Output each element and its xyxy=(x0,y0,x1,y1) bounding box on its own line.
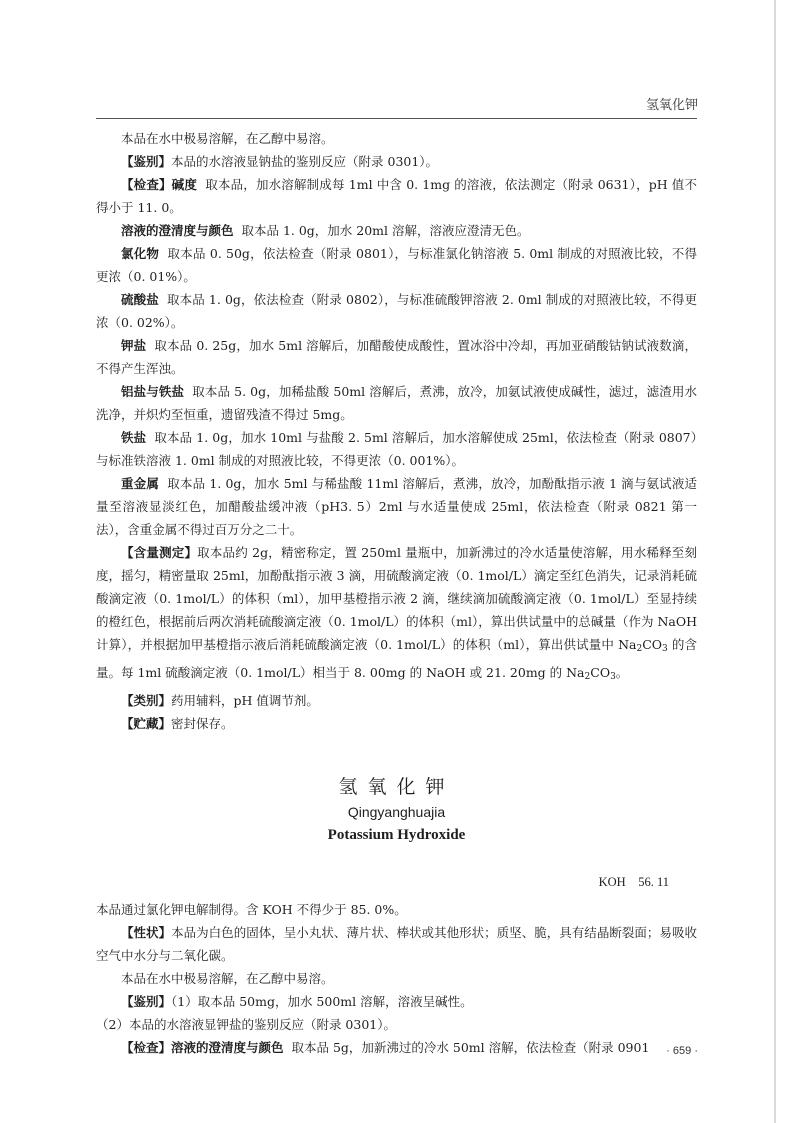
prev-sulfate: 硫酸盐 取本品 1. 0g，依法检查（附录 0802），与标准硫酸钾溶液 2. 0ml 制成的对照液比较，不得更浓（0. 02%）。 xyxy=(96,292,697,330)
monograph-intro: 本品通过氯化钾电解制得。含 KOH 不得少于 85. 0%。 xyxy=(96,902,407,917)
header-rule xyxy=(96,118,697,119)
monograph-properties: 【性状】本品为白色的固体，呈小丸状、薄片状、棒状或其他形状；质坚、脆，具有结晶断裂面；易吸收空气中水分与二氧化碳。 xyxy=(96,925,697,963)
prev-aluminum-iron: 铝盐与铁盐 取本品 5. 0g，加稀盐酸 50ml 溶解后，煮沸，放冷，加氨试液使成碱性，滤过，滤渣用水洗净，并炽灼至恒重，遗留残渣不得过 5mg。 xyxy=(96,384,697,422)
test-term: 铁盐 xyxy=(121,430,147,445)
test-term: 重金属 xyxy=(121,476,159,491)
monograph-identification-2: （2）本品的水溶液显钾盐的鉴别反应（附录 0301）。 xyxy=(96,1017,396,1032)
section-label: 【贮藏】 xyxy=(121,716,172,731)
prev-clarity: 溶液的澄清度与颜色 取本品 1. 0g，加水 20ml 溶解，溶液应澄清无色。 xyxy=(121,223,530,238)
test-term: 氯化物 xyxy=(121,246,160,261)
prev-heavy-metal: 重金属 取本品 1. 0g，加水 5ml 与稀盐酸 11ml 溶解后，煮沸，放冷，加酚酞指示液 1 滴与氨试液适量至溶液显淡红色，加醋酸盐缓冲液（pH3. 5）2ml 与水适量使成 25ml，依法检查（附录 0821 第一法），含重金属不得过百万分之二十。 xyxy=(96,476,697,537)
prev-chloride: 氯化物 取本品 0. 50g，依法检查（附录 0801），与标准氯化钠溶液 5. 0ml 制成的对照液比较，不得更浓（0. 01%）。 xyxy=(96,246,697,284)
monograph-pinyin: Qingyanghuajia xyxy=(347,804,446,820)
prev-storage: 【贮藏】密封保存。 xyxy=(121,716,234,731)
prev-category: 【类别】药用辅料，pH 值调节剂。 xyxy=(121,693,319,708)
section-label: 【性状】 xyxy=(121,925,172,940)
running-header-title: 氢氧化钾 xyxy=(645,98,698,113)
monograph-latin-name: Potassium Hydroxide xyxy=(327,827,466,843)
page-content xyxy=(96,127,697,1059)
prev-iron: 铁盐 取本品 1. 0g，加水 10ml 与盐酸 2. 5ml 溶解后，加水溶解使成 25ml，依法检查（附录 0807）与标准铁溶液 1. 0ml 制成的对照液比较，不得更浓（0. 001%）。 xyxy=(96,430,697,468)
prev-alkalinity: 【检查】碱度 取本品，加水溶解制成每 1ml 中含 0. 1mg 的溶液，依法测定（附录 0631），pH 值不得小于 11. 0。 xyxy=(96,177,697,215)
page-edge-line xyxy=(774,0,776,1123)
test-term: 硫酸盐 xyxy=(121,292,159,307)
monograph-title: 氢氧化钾 xyxy=(338,776,455,798)
prev-identification: 【鉴别】本品的水溶液显钠盐的鉴别反应（附录 0301）。 xyxy=(121,154,439,169)
prev-assay: 【含量测定】取本品约 2g，精密称定，置 250ml 量瓶中，加新沸过的冷水适量使溶解，用水稀释至刻度，摇匀，精密量取 25ml，加酚酞指示液 3 滴，用硫酸滴定液（0. 1mol/L）滴定至红色消失，记录消耗硫酸滴定液（0. 1mol/L）的体积（ml），加甲基橙指示液 2 滴，继续滴加硫酸滴定液（0. 1mol/L）至显持续的橙红色，根据前后两次消耗硫酸滴定液（0. 1mol/L）的体积（ml），算出供试量中的总碱量（作为 NaOH 计算），并根据加甲基橙指示液后消耗硫酸滴定液（0. 1mol/L）的体积（ml），算出供试量中 $Na_2CO_3$ 的含量。每 1ml 硫酸滴定液（0. 1mol/L）相当于 8. 00mg 的 NaOH 或 21. 20mg 的 $Na_2CO_3$。 xyxy=(96,545,697,682)
section-label: 【鉴别】 xyxy=(121,154,172,169)
page-number: · 659 · xyxy=(666,1045,698,1057)
monograph-inspection: 【检查】溶液的澄清度与颜色 取本品 5g，加新沸过的冷水 50ml 溶解，依法检查（附录 0901 xyxy=(121,1040,650,1055)
formula: KOH xyxy=(598,875,626,889)
monograph-solubility: 本品在水中极易溶解，在乙醇中易溶。 xyxy=(121,971,334,986)
test-term: 溶液的澄清度与颜色 xyxy=(171,1040,284,1055)
test-term: 溶液的澄清度与颜色 xyxy=(121,223,234,238)
section-label: 【鉴别】 xyxy=(121,994,172,1009)
test-term: 铝盐与铁盐 xyxy=(121,384,185,399)
section-label: 【检查】 xyxy=(121,1040,172,1055)
section-label: 【含量测定】 xyxy=(121,545,198,560)
section-label: 【类别】 xyxy=(121,693,172,708)
prev-potassium: 钾盐 取本品 0. 25g，加水 5ml 溶解后，加醋酸使成酸性，置冰浴中冷却，再加亚硝酸钴钠试液数滴，不得产生浑浊。 xyxy=(96,338,697,376)
test-term: 碱度 xyxy=(171,177,198,192)
prev-solubility: 本品在水中极易溶解，在乙醇中易溶。 xyxy=(121,131,334,146)
molecular-weight: 56. 11 xyxy=(638,875,669,889)
monograph-identification: 【鉴别】（1）取本品 50mg，加水 500ml 溶解，溶液呈碱性。 xyxy=(121,994,473,1009)
section-label: 【检查】 xyxy=(121,177,172,192)
molecular-formula xyxy=(96,871,697,894)
test-term: 钾盐 xyxy=(121,338,147,353)
